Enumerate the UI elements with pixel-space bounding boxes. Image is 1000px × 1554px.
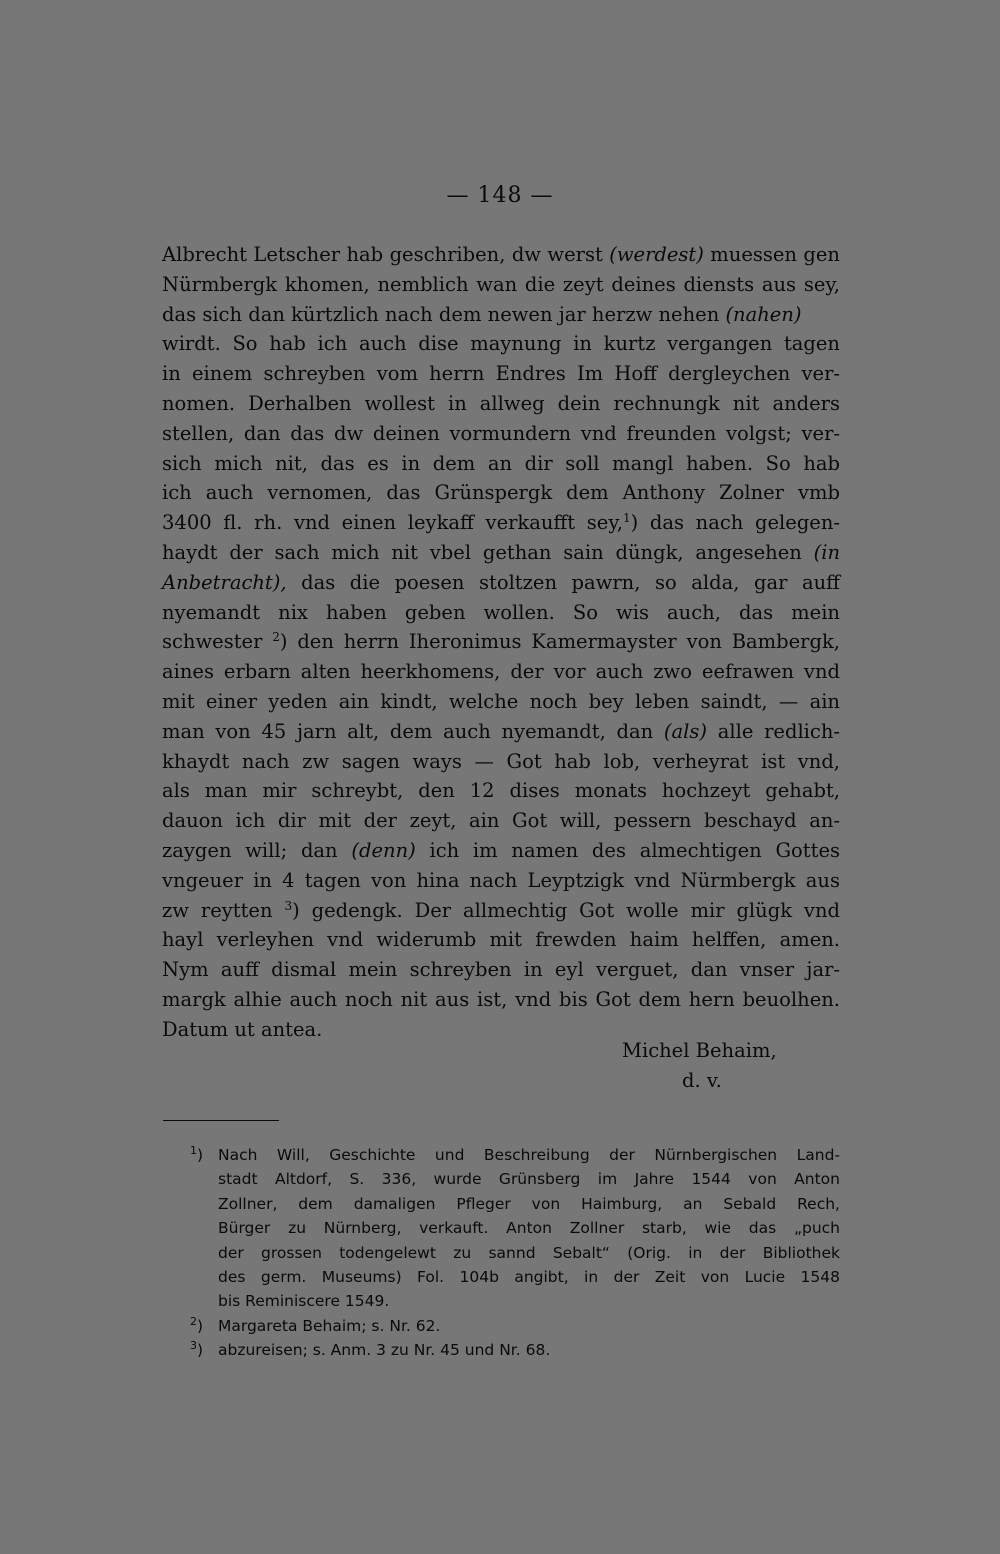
body-text-segment: ich auch vernomen, das Grünspergk dem Anthony Zolner vmb: [162, 481, 840, 505]
body-line: [162, 329, 840, 359]
body-text-segment: alle redlich-: [707, 719, 840, 743]
footnote-line: [190, 1265, 840, 1289]
footnote-text: Bürger zu Nürnberg, verkauft. Anton Zollner starb, wie das „puch: [218, 1219, 840, 1238]
footnote-text: Zollner, dem damaligen Pfleger von Haimburg, an Sebald Rech,: [218, 1194, 840, 1213]
footnote-line: [190, 1289, 840, 1313]
body-text-segment: haydt der sach mich nit vbel gethan sain düngk, angesehen: [162, 540, 814, 564]
signature-abbreviation: d. v.: [682, 1069, 722, 1092]
footnote-separator-rule: [163, 1120, 279, 1121]
footnote-text: stadt Altdorf, S. 336, wurde Grünsberg im Jahre 1544 von Anton: [218, 1170, 840, 1189]
letter-body: [162, 240, 840, 1045]
body-text-segment: mit einer yeden ain kindt, welche noch bey leben saindt, — ain: [162, 689, 840, 713]
footnote-line: [190, 1192, 840, 1216]
body-text-segment: sich mich nit, das es in dem an dir soll mangl haben. So hab: [162, 451, 840, 475]
body-text-segment: Nürmbergk khomen, nemblich wan die zeyt deines diensts aus sey,: [162, 272, 840, 296]
footnote-line: [190, 1241, 840, 1265]
footnote-line: [190, 1314, 840, 1338]
body-text-segment: 3400 fl. rh. vnd einen leykaff verkaufft sey,: [162, 511, 623, 535]
body-text-segment: wirdt. So hab ich auch dise maynung in kurtz vergangen tagen: [162, 332, 840, 356]
body-text-segment: Datum ut antea.: [162, 1017, 323, 1041]
body-text-segment: als man mir schreybt, den 12 dises monats hochzeyt gehabt,: [162, 779, 840, 803]
body-line: [162, 478, 840, 508]
footnote-marker: $^3$): [190, 1339, 204, 1360]
footnote-reference: 3: [284, 898, 293, 913]
signature-name: Michel Behaim,: [622, 1039, 777, 1062]
body-line: [162, 359, 840, 389]
footnote-text: des germ. Museums) Fol. 104b angibt, in der Zeit von Lucie 1548: [218, 1267, 840, 1286]
body-text-segment: ) den herrn Iheronimus Kamermayster von Bambergk,: [279, 630, 840, 654]
body-text-segment: muessen gen: [703, 243, 840, 266]
body-text-segment: man von 45 jarn alt, dem auch nyemandt, dan: [162, 719, 664, 743]
body-line: [162, 538, 840, 568]
footnote-line: [190, 1216, 840, 1240]
footnote-line: [190, 1338, 840, 1362]
footnote-marker: $^1$): [190, 1144, 204, 1164]
body-line: [162, 568, 840, 598]
body-line: [162, 747, 840, 777]
gloss-italic: (denn): [351, 838, 416, 862]
signature-block: [622, 1036, 777, 1096]
gloss-italic: (werdest): [609, 243, 704, 266]
body-text-segment: das die poesen stoltzen pawrn, so alda, gar auff: [286, 570, 840, 594]
footnote-text: der grossen todengelewt zu sannd Sebalt“ (Orig. in der Bibliothek: [218, 1243, 840, 1262]
body-line: [162, 925, 840, 955]
footnote-text: bis Reminiscere 1549.: [218, 1292, 390, 1311]
body-text-segment: ) das nach gelegen-: [630, 511, 840, 535]
footnote-number: 2: [190, 1314, 197, 1328]
body-line: [162, 300, 840, 330]
gloss-italic: (als): [663, 719, 708, 743]
footnote-text: Nach Will, Geschichte und Beschreibung der Nürnbergischen Land-: [218, 1146, 840, 1164]
body-line: [162, 955, 840, 985]
body-line: [162, 687, 840, 717]
footnote-reference: 1: [622, 511, 631, 526]
body-text-segment: das sich dan kürtzlich nach dem newen jar herzw nehen: [162, 302, 726, 326]
footnote-text: Margareta Behaim; s. Nr. 62.: [218, 1316, 441, 1335]
body-text-segment: aines erbarn alten heerkhomens, der vor auch zwo eefrawen vnd: [162, 660, 840, 684]
footnote-line: [190, 1167, 840, 1191]
body-text-segment: margk alhie auch noch nit aus ist, vnd bis Got dem hern beuolhen.: [162, 987, 840, 1011]
footnote-reference: 2: [272, 630, 280, 645]
body-line: [162, 896, 840, 926]
body-line: [162, 419, 840, 449]
body-text-segment: zw reytten: [162, 898, 285, 922]
body-line: [162, 270, 840, 300]
footnotes: [190, 1143, 840, 1363]
footnote-text: abzureisen; s. Anm. 3 zu Nr. 45 und Nr. 68.: [218, 1341, 551, 1360]
footnote-number: 3: [190, 1339, 197, 1353]
footnote-line: [190, 1143, 840, 1167]
body-text-segment: dauon ich dir mit der zeyt, ain Got will, pessern beschayd an-: [162, 809, 840, 833]
body-line: [162, 627, 840, 657]
body-line: [162, 389, 840, 419]
page-number: — 148 —: [446, 183, 554, 208]
body-line: [162, 598, 840, 628]
footnote-marker: $^2$): [190, 1314, 204, 1335]
body-text-segment: stellen, dan das dw deinen vormundern vnd freunden volgst; ver-: [162, 421, 840, 445]
body-text-segment: ) gedengk. Der allmechtig Got wolle mir glügk vnd: [292, 898, 840, 922]
body-line: [162, 806, 840, 836]
body-text-segment: vngeuer in 4 tagen von hina nach Leyptzigk vnd Nürmbergk aus: [162, 868, 840, 892]
body-line: [162, 657, 840, 687]
body-text-segment: Nym auff dismal mein schreyben in eyl verguet, dan vnser jar-: [162, 958, 840, 982]
body-line: [162, 985, 840, 1015]
body-text-segment: nyemandt nix haben geben wollen. So wis auch, das mein: [162, 600, 840, 624]
gloss-italic: (in: [813, 540, 840, 564]
body-text-segment: schwester: [162, 630, 273, 654]
body-text-segment: ich im namen des almechtigen Gottes: [415, 838, 840, 862]
body-text-segment: hayl verleyhen vnd widerumb mit frewden haim helffen, amen.: [162, 928, 840, 952]
body-line: [162, 836, 840, 866]
body-text-segment: khaydt nach zw sagen ways — Got hab lob, verheyrat ist vnd,: [162, 749, 840, 773]
gloss-italic: (nahen): [725, 302, 802, 326]
body-line: [162, 240, 840, 270]
body-line: [162, 776, 840, 806]
body-text-segment: Albrecht Letscher hab geschriben, dw werst: [162, 243, 610, 266]
body-text-segment: nomen. Derhalben wollest in allweg dein rechnungk nit anders: [162, 391, 840, 415]
body-text-segment: zaygen will; dan: [162, 838, 352, 862]
gloss-italic: Anbetracht),: [162, 570, 287, 594]
body-line: [162, 717, 840, 747]
footnote-number: 1: [190, 1144, 197, 1157]
body-line: [162, 508, 840, 538]
body-text-segment: in einem schreyben vom herrn Endres Im Hoff dergleychen ver-: [162, 362, 840, 386]
body-line: [162, 866, 840, 896]
body-line: [162, 449, 840, 479]
